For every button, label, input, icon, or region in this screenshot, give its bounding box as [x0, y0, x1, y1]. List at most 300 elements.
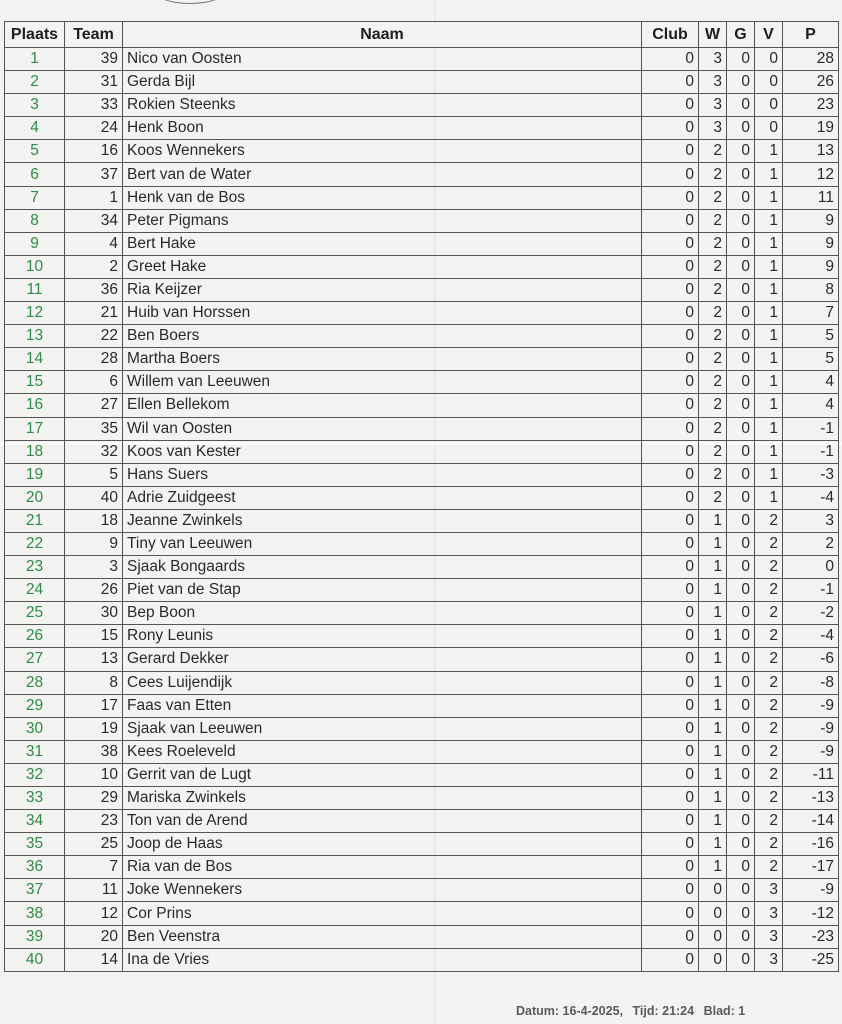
cell-plaats: 9	[5, 232, 65, 255]
cell-p: -12	[783, 902, 839, 925]
cell-naam: Jeanne Zwinkels	[123, 509, 642, 532]
table-row	[5, 394, 839, 417]
cell-team: 35	[65, 417, 123, 440]
cell-naam: Ria van de Bos	[123, 856, 642, 879]
cell-naam: Gerard Dekker	[123, 648, 642, 671]
table-row	[5, 232, 839, 255]
cell-w: 0	[699, 879, 727, 902]
cell-w: 1	[699, 810, 727, 833]
cell-p: 9	[783, 209, 839, 232]
cell-w: 1	[699, 694, 727, 717]
cell-v: 1	[755, 209, 783, 232]
standings-table	[4, 21, 839, 972]
cell-plaats: 34	[5, 810, 65, 833]
cell-club: 0	[642, 509, 699, 532]
header-plaats: Plaats	[5, 22, 65, 48]
cell-p: -25	[783, 948, 839, 971]
header-club: Club	[642, 22, 699, 48]
cell-team: 14	[65, 948, 123, 971]
cell-v: 1	[755, 463, 783, 486]
cell-plaats: 38	[5, 902, 65, 925]
cell-club: 0	[642, 902, 699, 925]
cell-g: 0	[727, 763, 755, 786]
cell-v: 2	[755, 532, 783, 555]
cell-v: 1	[755, 486, 783, 509]
cell-plaats: 39	[5, 925, 65, 948]
cell-w: 2	[699, 302, 727, 325]
cell-naam: Greet Hake	[123, 255, 642, 278]
cell-plaats: 20	[5, 486, 65, 509]
cell-g: 0	[727, 394, 755, 417]
cell-w: 2	[699, 440, 727, 463]
cell-plaats: 1	[5, 48, 65, 71]
cell-g: 0	[727, 625, 755, 648]
cell-p: 4	[783, 394, 839, 417]
cell-club: 0	[642, 556, 699, 579]
cell-g: 0	[727, 117, 755, 140]
cell-w: 1	[699, 787, 727, 810]
cell-team: 37	[65, 163, 123, 186]
header-v: V	[755, 22, 783, 48]
cell-w: 1	[699, 833, 727, 856]
cell-p: -4	[783, 486, 839, 509]
header-g: G	[727, 22, 755, 48]
footer-blad: Blad: 1	[703, 1004, 746, 1018]
table-row	[5, 833, 839, 856]
cell-naam: Ben Boers	[123, 325, 642, 348]
cell-naam: Sjaak Bongaards	[123, 556, 642, 579]
cell-v: 1	[755, 302, 783, 325]
cell-v: 0	[755, 117, 783, 140]
cell-plaats: 10	[5, 255, 65, 278]
cell-naam: Joke Wennekers	[123, 879, 642, 902]
cell-g: 0	[727, 948, 755, 971]
table-row	[5, 648, 839, 671]
standings-header	[5, 22, 839, 48]
cell-v: 1	[755, 232, 783, 255]
cell-p: 28	[783, 48, 839, 71]
cell-team: 9	[65, 532, 123, 555]
table-row	[5, 671, 839, 694]
cell-g: 0	[727, 902, 755, 925]
cell-p: 13	[783, 140, 839, 163]
cell-v: 1	[755, 394, 783, 417]
cell-club: 0	[642, 925, 699, 948]
cell-naam: Bert Hake	[123, 232, 642, 255]
cell-g: 0	[727, 879, 755, 902]
table-row	[5, 255, 839, 278]
table-row	[5, 579, 839, 602]
cell-team: 22	[65, 325, 123, 348]
table-row	[5, 717, 839, 740]
cell-w: 1	[699, 671, 727, 694]
cell-v: 2	[755, 602, 783, 625]
table-row	[5, 117, 839, 140]
cell-naam: Huib van Horssen	[123, 302, 642, 325]
cell-club: 0	[642, 417, 699, 440]
cell-w: 1	[699, 648, 727, 671]
cell-p: -9	[783, 879, 839, 902]
cell-plaats: 40	[5, 948, 65, 971]
cell-v: 0	[755, 48, 783, 71]
footer-datum: Datum: 16-4-2025,	[516, 1004, 623, 1018]
cell-w: 2	[699, 325, 727, 348]
cell-plaats: 28	[5, 671, 65, 694]
table-row	[5, 348, 839, 371]
cell-g: 0	[727, 694, 755, 717]
cell-club: 0	[642, 948, 699, 971]
cell-naam: Koos van Kester	[123, 440, 642, 463]
cell-v: 1	[755, 163, 783, 186]
cell-w: 2	[699, 163, 727, 186]
cell-naam: Gerda Bijl	[123, 71, 642, 94]
cell-plaats: 5	[5, 140, 65, 163]
cell-plaats: 14	[5, 348, 65, 371]
cell-w: 1	[699, 763, 727, 786]
cell-g: 0	[727, 717, 755, 740]
cell-plaats: 23	[5, 556, 65, 579]
cell-p: 11	[783, 186, 839, 209]
cell-plaats: 3	[5, 94, 65, 117]
table-row	[5, 694, 839, 717]
cell-w: 3	[699, 117, 727, 140]
cell-team: 26	[65, 579, 123, 602]
cell-club: 0	[642, 394, 699, 417]
cell-v: 1	[755, 417, 783, 440]
cell-p: -11	[783, 763, 839, 786]
cell-plaats: 33	[5, 787, 65, 810]
table-row	[5, 48, 839, 71]
cell-team: 36	[65, 278, 123, 301]
cell-p: 9	[783, 232, 839, 255]
cell-g: 0	[727, 532, 755, 555]
cell-v: 1	[755, 255, 783, 278]
cell-w: 1	[699, 856, 727, 879]
cell-naam: Rokien Steenks	[123, 94, 642, 117]
cell-g: 0	[727, 186, 755, 209]
cell-v: 2	[755, 625, 783, 648]
cell-p: -14	[783, 810, 839, 833]
cell-plaats: 21	[5, 509, 65, 532]
table-row	[5, 440, 839, 463]
header-naam: Naam	[123, 22, 642, 48]
cell-naam: Koos Wennekers	[123, 140, 642, 163]
cell-naam: Kees Roeleveld	[123, 740, 642, 763]
cell-naam: Willem van Leeuwen	[123, 371, 642, 394]
cell-team: 31	[65, 71, 123, 94]
cell-g: 0	[727, 255, 755, 278]
cell-club: 0	[642, 625, 699, 648]
cell-v: 1	[755, 140, 783, 163]
cell-team: 10	[65, 763, 123, 786]
cell-naam: Martha Boers	[123, 348, 642, 371]
cell-plaats: 30	[5, 717, 65, 740]
footer-tijd: Tijd: 21:24	[632, 1004, 695, 1018]
cell-g: 0	[727, 648, 755, 671]
cell-naam: Faas van Etten	[123, 694, 642, 717]
cell-club: 0	[642, 717, 699, 740]
cell-p: -23	[783, 925, 839, 948]
table-row	[5, 94, 839, 117]
table-row	[5, 371, 839, 394]
cell-p: 0	[783, 556, 839, 579]
cell-club: 0	[642, 602, 699, 625]
cell-club: 0	[642, 140, 699, 163]
cell-team: 28	[65, 348, 123, 371]
cell-g: 0	[727, 556, 755, 579]
cell-naam: Wil van Oosten	[123, 417, 642, 440]
cell-club: 0	[642, 463, 699, 486]
cell-g: 0	[727, 163, 755, 186]
table-row	[5, 278, 839, 301]
cell-g: 0	[727, 486, 755, 509]
table-row	[5, 763, 839, 786]
cell-w: 1	[699, 717, 727, 740]
cell-plaats: 26	[5, 625, 65, 648]
cell-club: 0	[642, 209, 699, 232]
cell-naam: Joop de Haas	[123, 833, 642, 856]
table-row	[5, 509, 839, 532]
cell-plaats: 18	[5, 440, 65, 463]
cell-club: 0	[642, 787, 699, 810]
cell-club: 0	[642, 856, 699, 879]
cell-club: 0	[642, 232, 699, 255]
cell-naam: Cor Prins	[123, 902, 642, 925]
cell-g: 0	[727, 94, 755, 117]
cell-p: -1	[783, 579, 839, 602]
cell-w: 2	[699, 209, 727, 232]
cell-p: 19	[783, 117, 839, 140]
cell-naam: Ria Keijzer	[123, 278, 642, 301]
cell-club: 0	[642, 117, 699, 140]
cell-team: 32	[65, 440, 123, 463]
cell-p: -9	[783, 740, 839, 763]
cell-g: 0	[727, 71, 755, 94]
table-row	[5, 556, 839, 579]
cell-naam: Sjaak van Leeuwen	[123, 717, 642, 740]
cell-p: -6	[783, 648, 839, 671]
cell-team: 4	[65, 232, 123, 255]
cell-g: 0	[727, 856, 755, 879]
cell-v: 2	[755, 787, 783, 810]
cell-plaats: 35	[5, 833, 65, 856]
header-row	[5, 22, 839, 48]
cell-g: 0	[727, 440, 755, 463]
cell-club: 0	[642, 255, 699, 278]
cell-v: 3	[755, 879, 783, 902]
cell-v: 1	[755, 348, 783, 371]
cell-naam: Bep Boon	[123, 602, 642, 625]
cell-p: -3	[783, 463, 839, 486]
table-row	[5, 532, 839, 555]
cell-team: 27	[65, 394, 123, 417]
cell-club: 0	[642, 532, 699, 555]
cell-club: 0	[642, 163, 699, 186]
cell-team: 11	[65, 879, 123, 902]
cell-p: -2	[783, 602, 839, 625]
cell-p: 7	[783, 302, 839, 325]
cell-p: -8	[783, 671, 839, 694]
cell-naam: Piet van de Stap	[123, 579, 642, 602]
cell-team: 1	[65, 186, 123, 209]
cell-w: 1	[699, 740, 727, 763]
cell-v: 0	[755, 71, 783, 94]
cell-plaats: 27	[5, 648, 65, 671]
cell-v: 3	[755, 948, 783, 971]
header-team: Team	[65, 22, 123, 48]
cell-v: 2	[755, 833, 783, 856]
cell-naam: Mariska Zwinkels	[123, 787, 642, 810]
cell-club: 0	[642, 94, 699, 117]
cell-team: 13	[65, 648, 123, 671]
cell-v: 2	[755, 694, 783, 717]
cell-team: 33	[65, 94, 123, 117]
cell-p: 4	[783, 371, 839, 394]
cell-v: 2	[755, 671, 783, 694]
cell-p: -1	[783, 417, 839, 440]
cell-g: 0	[727, 325, 755, 348]
cell-naam: Henk Boon	[123, 117, 642, 140]
cell-w: 1	[699, 625, 727, 648]
cell-team: 18	[65, 509, 123, 532]
cell-naam: Ina de Vries	[123, 948, 642, 971]
cell-w: 1	[699, 579, 727, 602]
cell-p: -9	[783, 717, 839, 740]
cell-plaats: 32	[5, 763, 65, 786]
cell-team: 24	[65, 117, 123, 140]
cell-club: 0	[642, 302, 699, 325]
table-row	[5, 486, 839, 509]
cell-club: 0	[642, 486, 699, 509]
cell-w: 2	[699, 140, 727, 163]
cell-p: 12	[783, 163, 839, 186]
cell-v: 3	[755, 902, 783, 925]
cell-plaats: 8	[5, 209, 65, 232]
table-row	[5, 948, 839, 971]
cell-v: 0	[755, 94, 783, 117]
cell-team: 40	[65, 486, 123, 509]
cell-w: 2	[699, 463, 727, 486]
cell-p: 5	[783, 325, 839, 348]
cell-g: 0	[727, 671, 755, 694]
cell-club: 0	[642, 671, 699, 694]
cell-g: 0	[727, 278, 755, 301]
cell-v: 1	[755, 325, 783, 348]
cell-p: -17	[783, 856, 839, 879]
cell-v: 2	[755, 763, 783, 786]
cell-plaats: 13	[5, 325, 65, 348]
cell-p: 2	[783, 532, 839, 555]
cell-club: 0	[642, 879, 699, 902]
cell-club: 0	[642, 325, 699, 348]
cell-p: -4	[783, 625, 839, 648]
cell-g: 0	[727, 140, 755, 163]
cell-p: 5	[783, 348, 839, 371]
print-footer	[516, 1004, 751, 1018]
cell-g: 0	[727, 602, 755, 625]
table-row	[5, 740, 839, 763]
header-w: W	[699, 22, 727, 48]
cell-club: 0	[642, 48, 699, 71]
cell-naam: Ben Veenstra	[123, 925, 642, 948]
cell-team: 2	[65, 255, 123, 278]
cell-plaats: 17	[5, 417, 65, 440]
cell-p: -13	[783, 787, 839, 810]
cell-p: 8	[783, 278, 839, 301]
cell-team: 16	[65, 140, 123, 163]
cell-v: 3	[755, 925, 783, 948]
cell-naam: Tiny van Leeuwen	[123, 532, 642, 555]
cell-p: -16	[783, 833, 839, 856]
table-row	[5, 302, 839, 325]
table-row	[5, 856, 839, 879]
cell-club: 0	[642, 371, 699, 394]
cell-g: 0	[727, 232, 755, 255]
cell-w: 2	[699, 371, 727, 394]
cell-plaats: 4	[5, 117, 65, 140]
cell-p: 26	[783, 71, 839, 94]
header-p: P	[783, 22, 839, 48]
cell-w: 3	[699, 48, 727, 71]
cell-v: 2	[755, 509, 783, 532]
cell-team: 12	[65, 902, 123, 925]
cell-w: 0	[699, 902, 727, 925]
cell-v: 2	[755, 810, 783, 833]
cell-club: 0	[642, 810, 699, 833]
cell-v: 1	[755, 440, 783, 463]
cell-plaats: 16	[5, 394, 65, 417]
cell-w: 2	[699, 394, 727, 417]
cell-club: 0	[642, 694, 699, 717]
cell-team: 20	[65, 925, 123, 948]
cell-v: 2	[755, 740, 783, 763]
cell-team: 25	[65, 833, 123, 856]
cell-naam: Rony Leunis	[123, 625, 642, 648]
cell-v: 2	[755, 856, 783, 879]
cell-naam: Gerrit van de Lugt	[123, 763, 642, 786]
cell-p: 23	[783, 94, 839, 117]
table-row	[5, 602, 839, 625]
table-row	[5, 902, 839, 925]
cell-naam: Bert van de Water	[123, 163, 642, 186]
cell-w: 1	[699, 556, 727, 579]
cell-g: 0	[727, 209, 755, 232]
cell-team: 30	[65, 602, 123, 625]
cell-team: 6	[65, 371, 123, 394]
cell-w: 1	[699, 602, 727, 625]
table-row	[5, 140, 839, 163]
table-row	[5, 463, 839, 486]
cell-naam: Peter Pigmans	[123, 209, 642, 232]
cell-naam: Adrie Zuidgeest	[123, 486, 642, 509]
cell-w: 0	[699, 925, 727, 948]
table-row	[5, 925, 839, 948]
cell-p: -1	[783, 440, 839, 463]
cell-plaats: 2	[5, 71, 65, 94]
cell-p: 3	[783, 509, 839, 532]
cell-g: 0	[727, 833, 755, 856]
cell-v: 2	[755, 717, 783, 740]
cell-w: 2	[699, 186, 727, 209]
table-row	[5, 71, 839, 94]
cell-team: 5	[65, 463, 123, 486]
cell-plaats: 31	[5, 740, 65, 763]
cell-g: 0	[727, 810, 755, 833]
cell-plaats: 12	[5, 302, 65, 325]
cell-w: 2	[699, 278, 727, 301]
cell-team: 3	[65, 556, 123, 579]
cell-p: -9	[783, 694, 839, 717]
